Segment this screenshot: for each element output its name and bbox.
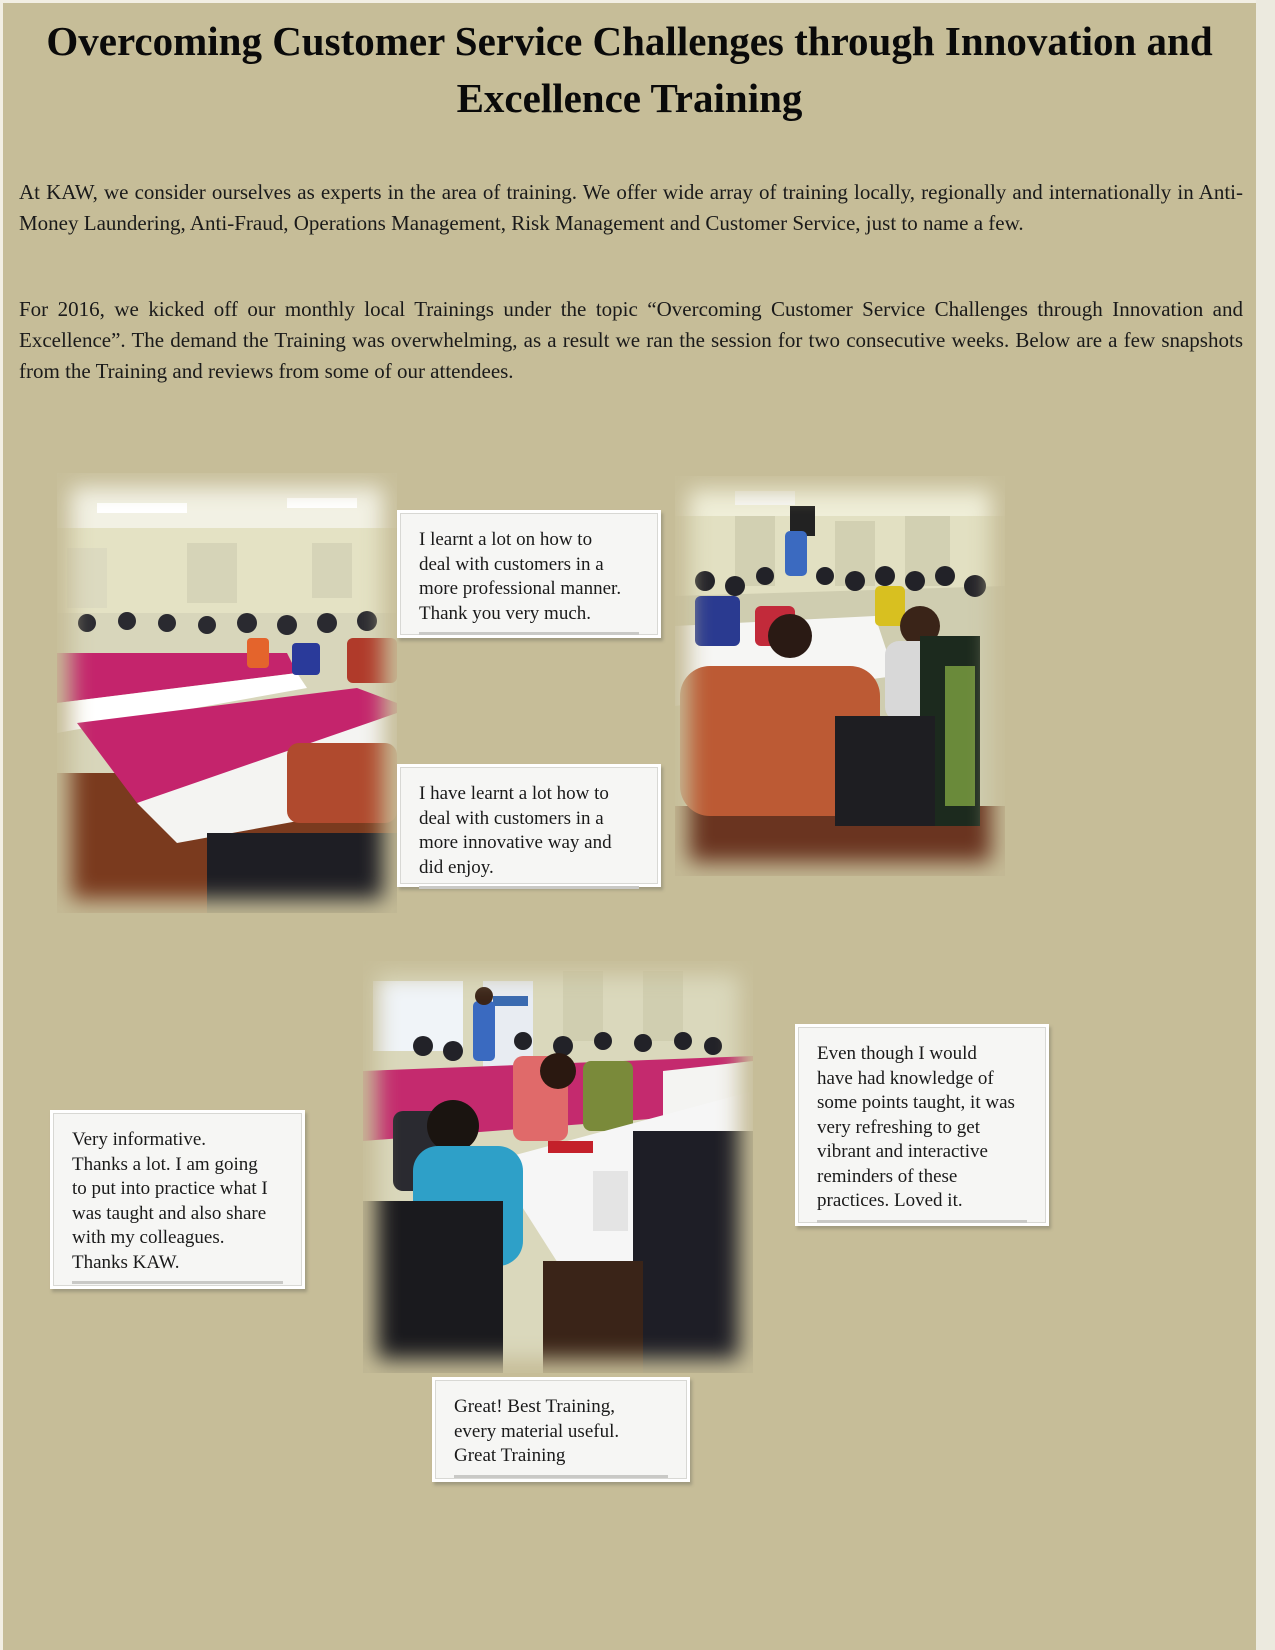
- intro-paragraph: At KAW, we consider ourselves as experts in the area of training. We offer wide array of training locally, regionally and internationally in Anti-Money Laundering, Anti-Fraud, Operations Management, Risk Management and Customer Service, just to name a few.: [19, 180, 1243, 235]
- training-photo-1: [57, 473, 397, 913]
- testimonial-text-4: Very informative. Thanks a lot. I am going to put into practice what I was taught and also share with my colleagues. Thanks KAW.: [72, 1128, 283, 1284]
- testimonial-text-3: Even though I would have had knowledge of some points taught, it was very refreshing to get vibrant and interactive reminders of these practices. Loved it.: [817, 1042, 1027, 1223]
- testimonial-text-2: I have learnt a lot how to deal with customers in a more innovative way and did enjoy.: [419, 782, 639, 889]
- testimonial-card-1: [400, 513, 658, 635]
- training-photo-3: [363, 961, 753, 1373]
- testimonial-card-2: [400, 767, 658, 884]
- testimonial-card-3: [798, 1027, 1046, 1223]
- page-title: Overcoming Customer Service Challenges through Innovation and Excellence Training: [46, 18, 1213, 121]
- testimonial-text-5: Great! Best Training, every material useful. Great Training: [454, 1395, 668, 1478]
- testimonial-text-1: I learnt a lot on how to deal with customers in a more professional manner. Thank you very much.: [419, 528, 639, 635]
- testimonial-card-4: [53, 1113, 302, 1286]
- testimonial-card-5: [435, 1380, 687, 1479]
- training-photo-2: [675, 476, 1005, 876]
- second-paragraph: For 2016, we kicked off our monthly local Trainings under the topic “Overcoming Customer Service Challenges through Innovation and Excellence”. The demand the Training was overwhelming, as a result we ran the session for two consecutive weeks. Below are a few snapshots from the Training and reviews from some of our attendees.: [19, 297, 1243, 383]
- page-edge: [1256, 0, 1275, 1650]
- document-page: [3, 3, 1256, 1650]
